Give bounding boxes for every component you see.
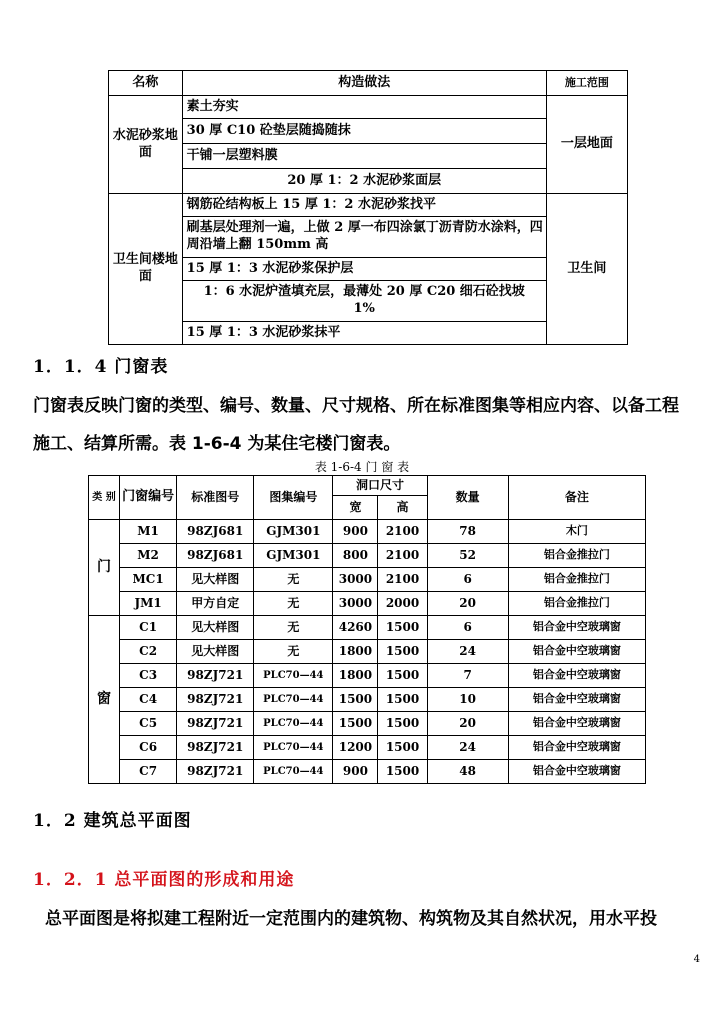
- table-row: [89, 760, 646, 784]
- table-row: [89, 712, 646, 736]
- std-drawing-cell: 98ZJ721: [177, 736, 254, 760]
- code-cell: C3: [120, 664, 177, 688]
- quantity-cell: 24: [427, 736, 508, 760]
- table-caption: 表 1-6-4 门 窗 表: [314, 460, 410, 474]
- note-cell: 铝合金中空玻璃窗: [508, 760, 645, 784]
- table-row: [89, 664, 646, 688]
- note-cell: 铝合金中空玻璃窗: [508, 688, 645, 712]
- atlas-code-cell: 无: [254, 592, 333, 616]
- height-cell: 2100: [378, 568, 427, 592]
- std-drawing-cell: 见大样图: [177, 616, 254, 640]
- width-cell: 1800: [333, 664, 378, 688]
- table-row: [89, 640, 646, 664]
- header-method: 构造做法: [182, 71, 546, 96]
- header-code: 门窗编号: [120, 476, 177, 520]
- quantity-cell: 6: [427, 616, 508, 640]
- height-cell: 1500: [378, 688, 427, 712]
- quantity-cell: 24: [427, 640, 508, 664]
- header-opening-size: 洞口尺寸: [333, 476, 427, 496]
- door-window-table: [88, 475, 646, 784]
- method-step: 干铺一层塑料膜: [182, 144, 546, 169]
- quantity-cell: 48: [427, 760, 508, 784]
- note-cell: 木门: [508, 520, 645, 544]
- note-cell: 铝合金中空玻璃窗: [508, 664, 645, 688]
- atlas-code-cell: 无: [254, 568, 333, 592]
- method-step: 20 厚 1：2 水泥砂浆面层: [182, 169, 546, 194]
- table-row: [89, 616, 646, 640]
- code-cell: JM1: [120, 592, 177, 616]
- header-range: 施工范围: [546, 71, 627, 96]
- header-std-drawing: 标准图号: [177, 476, 254, 520]
- header-width: 宽: [333, 496, 378, 520]
- code-cell: C5: [120, 712, 177, 736]
- std-drawing-cell: 见大样图: [177, 568, 254, 592]
- std-drawing-cell: 98ZJ681: [177, 520, 254, 544]
- width-cell: 3000: [333, 592, 378, 616]
- table-header-row: [89, 476, 646, 496]
- note-cell: 铝合金中空玻璃窗: [508, 712, 645, 736]
- table-row: [89, 592, 646, 616]
- height-cell: 1500: [378, 712, 427, 736]
- quantity-cell: 6: [427, 568, 508, 592]
- code-cell: C1: [120, 616, 177, 640]
- std-drawing-cell: 见大样图: [177, 640, 254, 664]
- height-cell: 2100: [378, 520, 427, 544]
- header-category: 类 别: [89, 476, 120, 520]
- method-step: 钢筋砼结构板上 15 厚 1：2 水泥砂浆找平: [182, 194, 546, 217]
- quantity-cell: 20: [427, 592, 508, 616]
- width-cell: 1800: [333, 640, 378, 664]
- method-step: 1：6 水泥炉渣填充层，最薄处 20 厚 C20 细石砼找坡 1%: [182, 281, 546, 322]
- quantity-cell: 7: [427, 664, 508, 688]
- table-row: [89, 544, 646, 568]
- group-range: 卫生间: [546, 194, 627, 345]
- table-row: [89, 736, 646, 760]
- method-step: 刷基层处理剂一遍，上做 2 厚一布四涂氯丁沥青防水涂料，四周沿墙上翻 150mm 高: [182, 217, 546, 258]
- group-name: 水泥砂浆地面: [109, 96, 183, 194]
- atlas-code-cell: 无: [254, 640, 333, 664]
- note-cell: 铝合金中空玻璃窗: [508, 736, 645, 760]
- atlas-code-cell: PLC70—44: [254, 664, 333, 688]
- table-header-row: [109, 71, 628, 96]
- std-drawing-cell: 98ZJ681: [177, 544, 254, 568]
- code-cell: M2: [120, 544, 177, 568]
- paragraph-line: 门窗表反映门窗的类型、编号、数量、尺寸规格、所在标准图集等相应内容、以备工程: [33, 396, 679, 416]
- std-drawing-cell: 98ZJ721: [177, 712, 254, 736]
- atlas-code-cell: 无: [254, 616, 333, 640]
- header-quantity: 数量: [427, 476, 508, 520]
- height-cell: 1500: [378, 616, 427, 640]
- table-row: [89, 688, 646, 712]
- header-note: 备注: [508, 476, 645, 520]
- method-step: 15 厚 1：3 水泥砂浆保护层: [182, 258, 546, 281]
- code-cell: C4: [120, 688, 177, 712]
- method-step: 15 厚 1：3 水泥砂浆抹平: [182, 322, 546, 345]
- height-cell: 1500: [378, 664, 427, 688]
- std-drawing-cell: 98ZJ721: [177, 760, 254, 784]
- quantity-cell: 20: [427, 712, 508, 736]
- width-cell: 1500: [333, 688, 378, 712]
- method-step: 素土夯实: [182, 96, 546, 119]
- width-cell: 900: [333, 520, 378, 544]
- code-cell: C6: [120, 736, 177, 760]
- table-row: [109, 194, 628, 217]
- note-cell: 铝合金中空玻璃窗: [508, 640, 645, 664]
- header-name: 名称: [109, 71, 183, 96]
- note-cell: 铝合金中空玻璃窗: [508, 616, 645, 640]
- header-height: 高: [378, 496, 427, 520]
- page-number: 4: [693, 954, 700, 965]
- header-atlas-code: 图集编号: [254, 476, 333, 520]
- height-cell: 1500: [378, 640, 427, 664]
- atlas-code-cell: GJM301: [254, 544, 333, 568]
- section-heading-1-2: 1．2 建筑总平面图: [33, 811, 192, 831]
- note-cell: 铝合金推拉门: [508, 544, 645, 568]
- atlas-code-cell: PLC70—44: [254, 712, 333, 736]
- table-row: [89, 520, 646, 544]
- note-cell: 铝合金推拉门: [508, 568, 645, 592]
- width-cell: 4260: [333, 616, 378, 640]
- width-cell: 1200: [333, 736, 378, 760]
- width-cell: 900: [333, 760, 378, 784]
- section-heading-1-1-4: 1．1．4 门窗表: [33, 357, 169, 377]
- std-drawing-cell: 甲方自定: [177, 592, 254, 616]
- table-row: [89, 568, 646, 592]
- std-drawing-cell: 98ZJ721: [177, 688, 254, 712]
- width-cell: 3000: [333, 568, 378, 592]
- std-drawing-cell: 98ZJ721: [177, 664, 254, 688]
- group-name: 卫生间楼地面: [109, 194, 183, 345]
- quantity-cell: 78: [427, 520, 508, 544]
- height-cell: 2100: [378, 544, 427, 568]
- height-cell: 1500: [378, 736, 427, 760]
- code-cell: C2: [120, 640, 177, 664]
- code-cell: MC1: [120, 568, 177, 592]
- group-range: 一层地面: [546, 96, 627, 194]
- height-cell: 2000: [378, 592, 427, 616]
- category-cell: 窗: [89, 616, 120, 784]
- quantity-cell: 10: [427, 688, 508, 712]
- code-cell: C7: [120, 760, 177, 784]
- note-cell: 铝合金推拉门: [508, 592, 645, 616]
- code-cell: M1: [120, 520, 177, 544]
- height-cell: 1500: [378, 760, 427, 784]
- method-step: 30 厚 C10 砼垫层随捣随抹: [182, 119, 546, 144]
- paragraph-line: 总平面图是将拟建工程附近一定范围内的建筑物、构筑物及其自然状况，用水平投: [45, 909, 657, 929]
- width-cell: 800: [333, 544, 378, 568]
- atlas-code-cell: PLC70—44: [254, 688, 333, 712]
- category-cell: 门: [89, 520, 120, 616]
- atlas-code-cell: PLC70—44: [254, 736, 333, 760]
- quantity-cell: 52: [427, 544, 508, 568]
- construction-method-table: [108, 70, 628, 345]
- width-cell: 1500: [333, 712, 378, 736]
- atlas-code-cell: GJM301: [254, 520, 333, 544]
- paragraph-line: 施工、结算所需。表 1-6-4 为某住宅楼门窗表。: [33, 434, 401, 454]
- atlas-code-cell: PLC70—44: [254, 760, 333, 784]
- table-row: [109, 96, 628, 119]
- section-heading-1-2-1: 1．2．1 总平面图的形成和用途: [33, 870, 295, 890]
